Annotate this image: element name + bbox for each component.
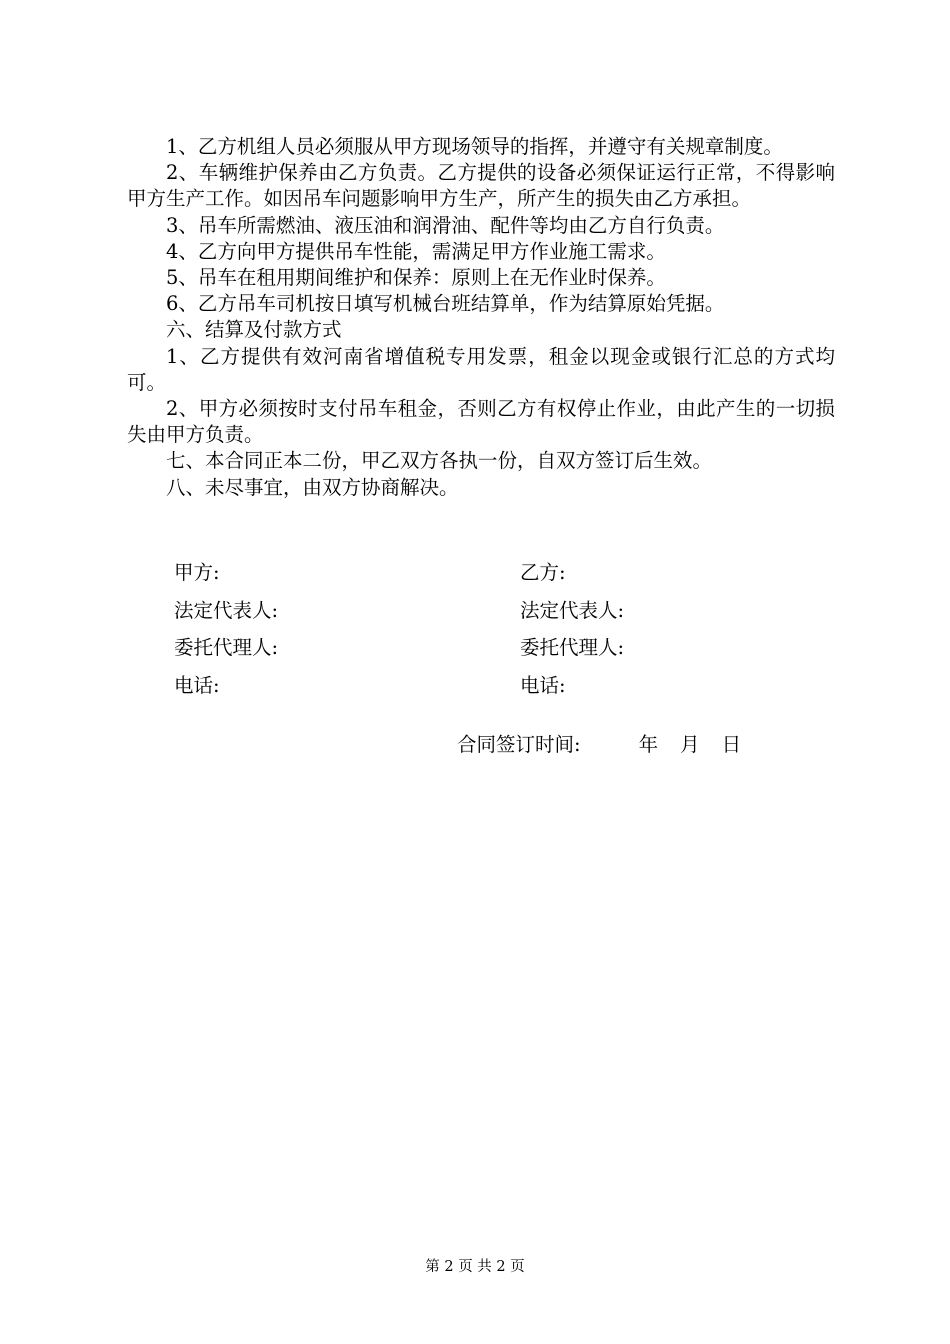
agent-row (174, 634, 774, 672)
clause-3: 3、吊车所需燃油、液压油和润滑油、配件等均由乙方自行负责。 (166, 213, 725, 237)
page-footer: 第 2 页 共 2 页 (425, 1259, 525, 1275)
clause-1: 1、乙方机组人员必须服从甲方现场领导的指挥，并遵守有关规章制度。 (166, 135, 783, 158)
date-field (639, 731, 742, 759)
legal-rep-row (174, 597, 774, 635)
party-b-label: 乙方: (520, 561, 566, 584)
signing-date-line (457, 731, 741, 759)
party-b-agent-label: 委托代理人: (520, 636, 625, 659)
party-a-phone-label: 电话: (174, 673, 220, 697)
party-a-label: 甲方: (174, 561, 220, 584)
party-a-legal-rep-label: 法定代表人: (174, 598, 279, 622)
signature-block (174, 559, 774, 709)
clause-2: 2、车辆维护保养由乙方负责。乙方提供的设备必须保证运行正常，不得影响甲方生产工作。如因吊车问题影响甲方生产，所产生的损失由乙方承担。 (127, 161, 835, 211)
day-label: 日 (721, 733, 742, 756)
party-b-legal-rep-label: 法定代表人: (520, 598, 625, 622)
signing-date-label: 合同签订时间: (457, 733, 581, 756)
party-name-row (174, 559, 774, 597)
payment-clause-1: 1、乙方提供有效河南省增值税专用发票，租金以现金或银行汇总的方式均可。 (127, 344, 835, 394)
party-b-phone-label: 电话: (520, 673, 566, 697)
payment-clause-2: 2、甲方必须按时支付吊车租金，否则乙方有权停止作业，由此产生的一切损失由甲方负责。 (127, 397, 835, 447)
phone-row (174, 672, 774, 710)
section-8-clause: 八、未尽事宜，由双方协商解决。 (166, 475, 459, 499)
clause-4: 4、乙方向甲方提供吊车性能，需满足甲方作业施工需求。 (166, 239, 666, 263)
party-a-agent-label: 委托代理人: (174, 636, 279, 659)
section-6-heading: 六、结算及付款方式 (166, 318, 342, 342)
contract-body (127, 134, 835, 501)
section-7-clause: 七、本合同正本二份，甲乙双方各执一份，自双方签订后生效。 (166, 449, 713, 473)
year-label: 年 (638, 733, 659, 756)
clause-6: 6、乙方吊车司机按日填写机械台班结算单，作为结算原始凭据。 (166, 292, 725, 316)
month-label: 月 (680, 733, 700, 756)
clause-5: 5、吊车在租用期间维护和保养：原则上在无作业时保养。 (166, 266, 666, 290)
